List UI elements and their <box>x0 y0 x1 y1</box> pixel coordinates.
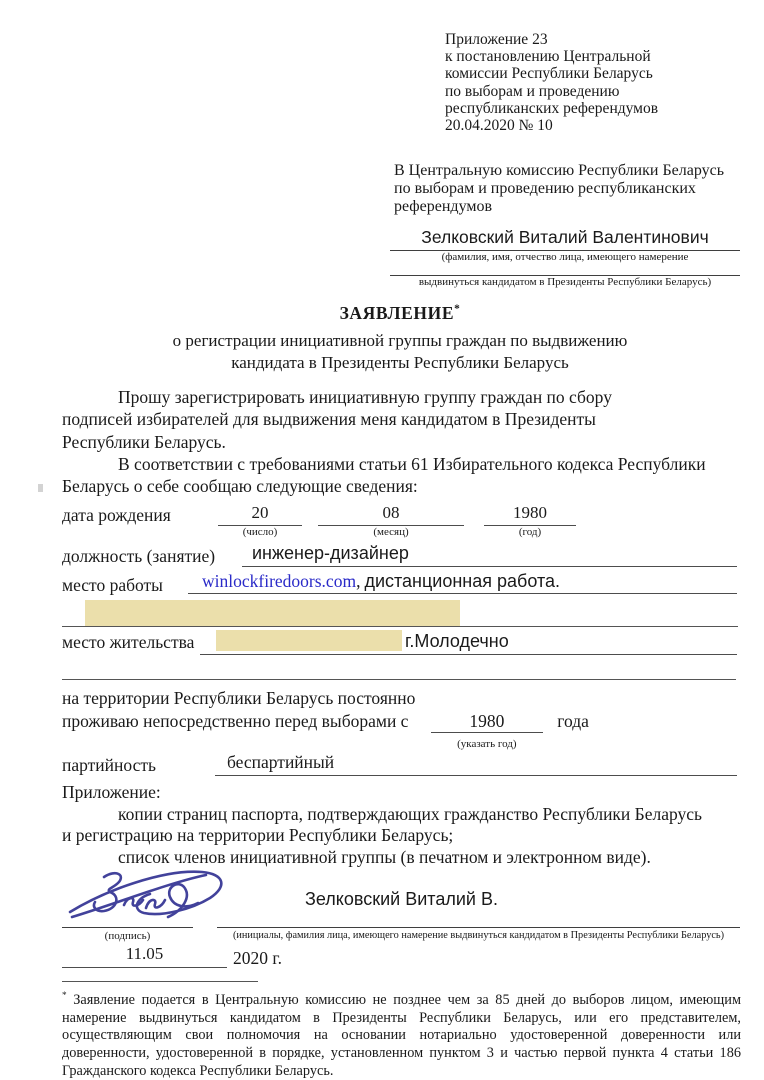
applicant-name-block <box>390 227 740 288</box>
workplace-link[interactable]: winlockfiredoors.com <box>202 571 357 591</box>
applicant-name-caption-1: (фамилия, имя, отчество лица, имеющего намерение <box>441 251 689 263</box>
applicant-name-caption-2: выдвинуться кандидатом в Президенты Республики Беларусь) <box>418 276 712 288</box>
birth-month-caption: (месяц) <box>373 526 409 538</box>
workplace-comma: , <box>356 571 361 591</box>
birth-year-value: 1980 <box>484 503 576 526</box>
workplace-value: дистанционная работа. <box>364 571 561 591</box>
position-field <box>242 543 737 567</box>
party-value: беспартийный <box>227 752 335 772</box>
workplace-label: место работы <box>62 575 163 595</box>
footnote-separator <box>62 981 258 982</box>
request-line-3: Республики Беларусь. <box>62 431 226 452</box>
document-title <box>62 303 738 324</box>
applicant-name-value: Зелковский Виталий Валентинович <box>390 227 740 251</box>
document-title-block <box>62 303 738 374</box>
party-field <box>215 752 737 776</box>
residence-value: г.Молодечно <box>405 631 509 651</box>
signature-name-field <box>217 889 740 928</box>
statute-line-2: Беларусь о себе сообщаю следующие сведения: <box>62 476 418 497</box>
signature-name-caption: (инициалы, фамилия лица, имеющего намерение выдвинуться кандидатом в Президенты Республики Беларусь) <box>232 930 725 941</box>
signature-line <box>62 927 193 928</box>
birth-day-caption: (число) <box>242 526 278 538</box>
attachment-item-1-line-2: и регистрацию на территории Республики Беларусь; <box>62 825 454 846</box>
birth-month-field <box>318 503 464 538</box>
document-title-text: ЗАЯВЛЕНИЕ <box>339 303 455 323</box>
signature-caption: (подпись) <box>104 930 151 942</box>
signing-year: 2020 г. <box>233 948 282 968</box>
residency-line-2-text: проживаю непосредственно перед выборами с <box>62 710 409 731</box>
footnote-body: Заявление подается в Центральную комиссию не позднее чем за 85 дней до выборов лицом, имеющим намерение выдвинуться кандидатом в Президенты Республики Беларусь, или его представителем, осуществляющим свои полномочия на основании нотариально удостоверенной доверенности или доверенности, удостоверенной в порядке, установленном пунктом 3 и частью первой пункта 4 статьи 186 Гражданского кодекса Республики Беларусь. <box>62 991 741 1079</box>
signature-name-value: Зелковский Виталий В. <box>305 889 498 909</box>
birth-date-label: дата рождения <box>62 505 171 525</box>
footnote-marker: * <box>62 991 67 1001</box>
residency-block <box>62 687 752 750</box>
request-line-1: Прошу зарегистрировать инициативную группу граждан по сбору <box>118 387 612 407</box>
title-asterisk: * <box>454 303 461 316</box>
attachments-title: Приложение: <box>62 782 161 802</box>
residency-line-2 <box>62 710 752 750</box>
residence-continuation-line <box>62 679 736 680</box>
addressee-line-2: по выборам и проведению республиканских <box>394 180 696 197</box>
workplace-redaction-bar <box>85 600 460 626</box>
position-value: инженер-дизайнер <box>252 543 409 563</box>
residency-line-1: на территории Республики Беларусь постоянно <box>62 688 416 708</box>
residency-suffix: года <box>557 710 589 731</box>
annex-reference-block <box>445 31 745 134</box>
birth-month-value: 08 <box>318 503 464 526</box>
annex-line-2: к постановлению Центральной <box>445 48 651 66</box>
request-paragraph <box>62 386 662 453</box>
annex-line-4: по выборам и проведению <box>445 82 620 100</box>
annex-line-5: республиканских референдумов <box>445 99 659 117</box>
birth-year-field <box>484 503 576 538</box>
attachments-block <box>62 782 752 868</box>
scan-artifact <box>38 484 43 492</box>
residency-year-field <box>431 710 543 750</box>
annex-line-3: комиссии Республики Беларусь <box>445 65 653 83</box>
birth-year-caption: (год) <box>518 526 542 538</box>
attachment-item-1-line-1: копии страниц паспорта, подтверждающих гражданство Республики Беларусь <box>118 803 703 824</box>
position-label: должность (занятие) <box>62 546 216 566</box>
birth-day-field <box>218 503 302 538</box>
addressee-block <box>394 162 744 216</box>
workplace-second-line <box>62 626 738 627</box>
birth-day-value: 20 <box>218 503 302 526</box>
addressee-line-1: В Центральную комиссию Республики Беларусь <box>394 162 725 179</box>
attachment-item-2: список членов инициативной группы (в печатном и электронном виде). <box>118 846 651 867</box>
statute-paragraph <box>62 453 752 498</box>
residence-label: место жительства <box>62 632 195 652</box>
residence-redaction-bar <box>216 630 402 651</box>
residence-field <box>200 630 737 655</box>
request-line-2: подписей избирателей для выдвижения меня кандидатом в Президенты <box>62 409 596 430</box>
annex-line-6: 20.04.2020 № 10 <box>445 117 553 135</box>
document-subtitle-1: о регистрации инициативной группы граждан по выдвижению <box>172 331 628 350</box>
signing-date-field: 11.05 <box>62 944 227 968</box>
footnote-text <box>62 988 741 1080</box>
party-label: партийность <box>62 755 156 775</box>
residency-year-caption: (указать год) <box>457 737 517 750</box>
annex-line-1: Приложение 23 <box>445 31 548 48</box>
statute-line-1: В соответствии с требованиями статьи 61 Избирательного кодекса Республики <box>118 454 706 474</box>
residency-year-value: 1980 <box>469 710 505 731</box>
workplace-field <box>188 571 737 594</box>
addressee-line-3: референдумов <box>394 198 493 215</box>
document-subtitle-2: кандидата в Президенты Республики Беларусь <box>231 353 569 372</box>
applicant-name-blank-line <box>390 263 740 276</box>
